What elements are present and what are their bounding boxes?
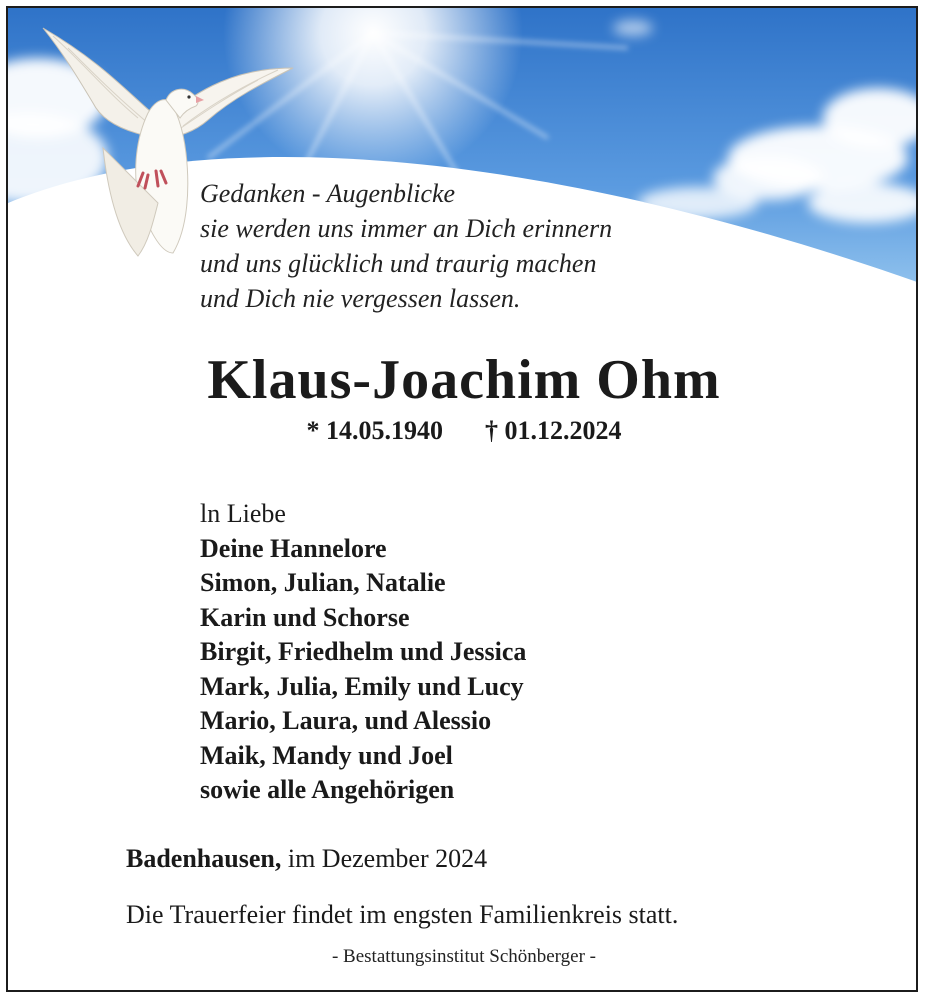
place-date: im Dezember 2024 bbox=[287, 844, 488, 873]
poem-line: und uns glücklich und traurig machen bbox=[200, 249, 597, 278]
poem-line: Gedanken - Augenblicke bbox=[200, 179, 456, 208]
memorial-poem bbox=[200, 176, 612, 316]
place-town: Badenhausen, bbox=[126, 844, 282, 873]
mourner-line: sowie alle Angehörigen bbox=[200, 775, 455, 804]
mourner-line: Maik, Mandy und Joel bbox=[200, 740, 453, 770]
undertaker-credit: - Bestattungsinstitut Schönberger - bbox=[331, 946, 597, 967]
mourner-line: Deine Hannelore bbox=[200, 533, 387, 563]
place-and-date bbox=[126, 844, 487, 874]
mourners-list bbox=[200, 497, 526, 808]
mourners-intro: ln Liebe bbox=[200, 499, 286, 528]
mourner-line: Mark, Julia, Emily und Lucy bbox=[200, 671, 524, 701]
mourner-line: Birgit, Friedhelm und Jessica bbox=[200, 637, 527, 666]
poem-line: sie werden uns immer an Dich erinnern bbox=[200, 214, 613, 243]
mourner-line: Mario, Laura, und Alessio bbox=[200, 706, 492, 735]
birth-date: * 14.05.1940 bbox=[306, 416, 443, 445]
death-date: † 01.12.2024 bbox=[485, 416, 622, 445]
mourner-line: Simon, Julian, Natalie bbox=[200, 568, 446, 597]
mourner-line: Karin und Schorse bbox=[200, 602, 410, 632]
funeral-notice: Die Trauerfeier findet im engsten Familienkreis statt. bbox=[126, 900, 679, 929]
obituary-card bbox=[6, 6, 918, 992]
poem-line: und Dich nie vergessen lassen. bbox=[200, 284, 521, 313]
deceased-name: Klaus-Joachim Ohm bbox=[207, 349, 721, 411]
life-dates bbox=[8, 416, 918, 446]
